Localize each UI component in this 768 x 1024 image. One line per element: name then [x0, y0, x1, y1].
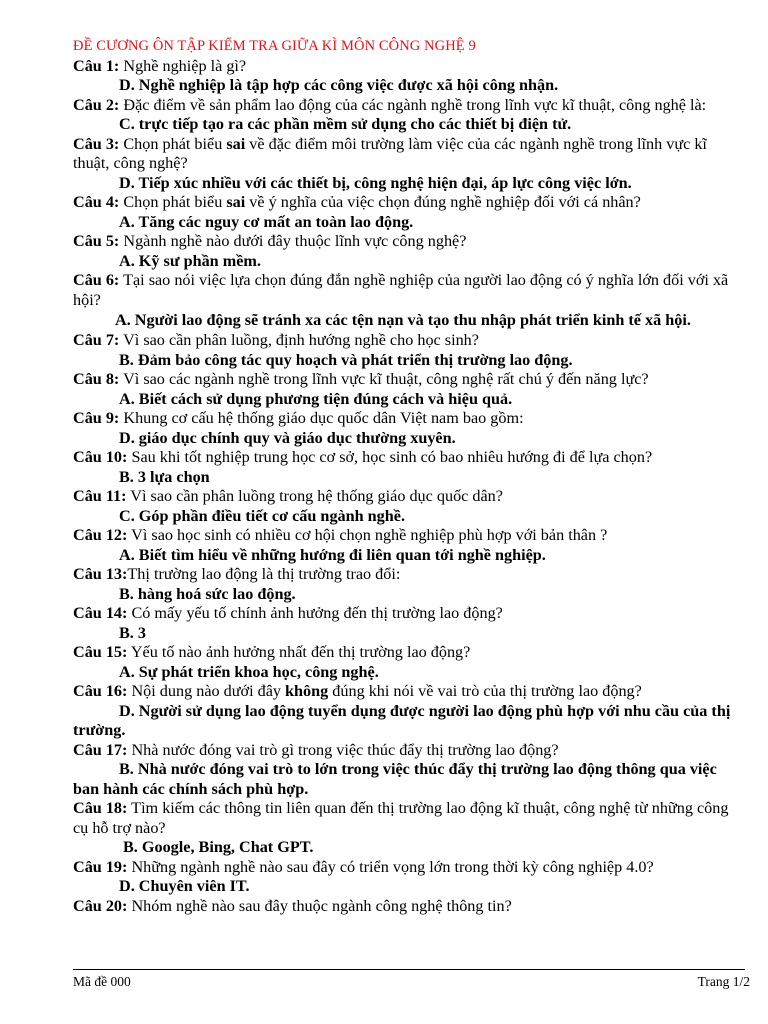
question-13: Câu 13:Thị trường lao động là thị trường trao đổi: — [73, 565, 401, 583]
answer-13: B. hàng hoá sức lao động. — [119, 584, 296, 603]
question-18: Câu 18: Tìm kiếm các thông tin liên quan đến thị trường lao động kĩ thuật, công nghệ từ những công cụ hỗ trợ nào? — [73, 799, 729, 837]
answer-6: A. Người lao động sẽ tránh xa các tện nạn và tạo thu nhập phát triển kinh tế xã hội. — [115, 311, 691, 329]
page-number: Trang 1/2 — [697, 974, 750, 989]
answer-5: A. Kỹ sư phần mềm. — [119, 251, 261, 270]
question-1: Câu 1: Nghề nghiệp là gì? — [73, 56, 247, 75]
answer-19: D. Chuyên viên IT. — [119, 877, 250, 895]
answer-7: B. Đảm bảo công tác quy hoạch và phát triển thị trường lao động. — [119, 350, 573, 369]
question-16: Câu 16: Nội dung nào dưới đây không đúng khi nói về vai trò của thị trường lao động? — [73, 682, 642, 700]
question-14: Câu 14: Có mấy yếu tố chính ảnh hưởng đến thị trường lao động? — [73, 604, 503, 622]
question-20: Câu 20: Nhóm nghề nào sau đây thuộc ngành công nghệ thông tin? — [73, 896, 512, 915]
answer-18: B. Google, Bing, Chat GPT. — [123, 838, 314, 856]
answer-4: A. Tăng các nguy cơ mất an toàn lao động. — [119, 212, 414, 231]
question-9: Câu 9: Khung cơ cấu hệ thống giáo dục quốc dân Việt nam bao gồm: — [73, 409, 524, 427]
answer-16: D. Người sử dụng lao động tuyển dụng được người lao động phù hợp với nhu cầu của thị trường. — [73, 701, 731, 739]
question-3: Câu 3: Chọn phát biểu sai về đặc điểm môi trường làm việc của các ngành nghề trong lĩnh vực kĩ thuật, công nghệ? — [73, 134, 707, 172]
answer-9: D. giáo dục chính quy và giáo dục thường xuyên. — [119, 428, 456, 447]
answer-12: A. Biết tìm hiểu về những hướng đi liên quan tới nghề nghiệp. — [119, 545, 546, 564]
answer-10: B. 3 lựa chọn — [119, 467, 210, 486]
question-15: Câu 15: Yếu tố nào ảnh hưởng nhất đến thị trường lao động? — [73, 643, 471, 661]
question-5: Câu 5: Ngành nghề nào dưới đây thuộc lĩnh vực công nghệ? — [73, 232, 467, 250]
exam-code: Mã đề 000 — [73, 974, 131, 989]
question-17: Câu 17: Nhà nước đóng vai trò gì trong việc thúc đẩy thị trường lao động? — [73, 740, 559, 759]
answer-17: B. Nhà nước đóng vai trò to lớn trong việc thúc đẩy thị trường lao động thông qua việc ban hành các chính sách phù hợp. — [73, 760, 717, 798]
question-12: Câu 12: Vì sao học sinh có nhiều cơ hội chọn nghề nghiệp phù hợp với bản thân ? — [73, 526, 608, 544]
answer-1: D. Nghề nghiệp là tập hợp các công việc được xã hội công nhận. — [119, 76, 559, 94]
document-content — [73, 37, 743, 916]
question-19: Câu 19: Những ngành nghề nào sau đây có triển vọng lớn trong thời kỳ công nghiệp 4.0? — [73, 857, 654, 876]
footer-divider — [73, 969, 745, 970]
answer-3: D. Tiếp xúc nhiều với các thiết bị, công nghệ hiện đại, áp lực công việc lớn. — [119, 173, 632, 192]
document-title: ĐỀ CƯƠNG ÔN TẬP KIỂM TRA GIỮA KÌ MÔN CÔNG NGHỆ 9 — [73, 38, 476, 54]
question-8: Câu 8: Vì sao các ngành nghề trong lĩnh vực kĩ thuật, công nghệ rất chú ý đến năng lực? — [73, 370, 649, 388]
question-6: Câu 6: Tại sao nói việc lựa chọn đúng đắn nghề nghiệp của người lao động có ý nghĩa lớn đối với xã hội? — [73, 271, 729, 309]
answer-14: B. 3 — [119, 623, 146, 642]
question-4: Câu 4: Chọn phát biểu sai về ý nghĩa của việc chọn đúng nghề nghiệp đối với cá nhân? — [73, 193, 641, 211]
question-7: Câu 7: Vì sao cần phân luồng, định hướng nghề cho học sinh? — [73, 331, 479, 349]
question-10: Câu 10: Sau khi tốt nghiệp trung học cơ sở, học sinh có bao nhiêu hướng đi để lựa chọn? — [73, 448, 653, 466]
answer-15: A. Sự phát triển khoa học, công nghệ. — [119, 662, 379, 681]
answer-11: C. Góp phần điều tiết cơ cấu ngành nghề. — [119, 506, 406, 525]
question-2: Câu 2: Đặc điểm về sản phẩm lao động của các ngành nghề trong lĩnh vực kĩ thuật, công nghệ là: — [73, 95, 707, 114]
question-11: Câu 11: Vì sao cần phân luồng trong hệ thống giáo dục quốc dân? — [73, 487, 503, 505]
answer-2: C. trực tiếp tạo ra các phần mềm sử dụng cho các thiết bị điện tử. — [119, 115, 572, 133]
answer-8: A. Biết cách sử dụng phương tiện đúng cách và hiệu quả. — [119, 389, 513, 408]
